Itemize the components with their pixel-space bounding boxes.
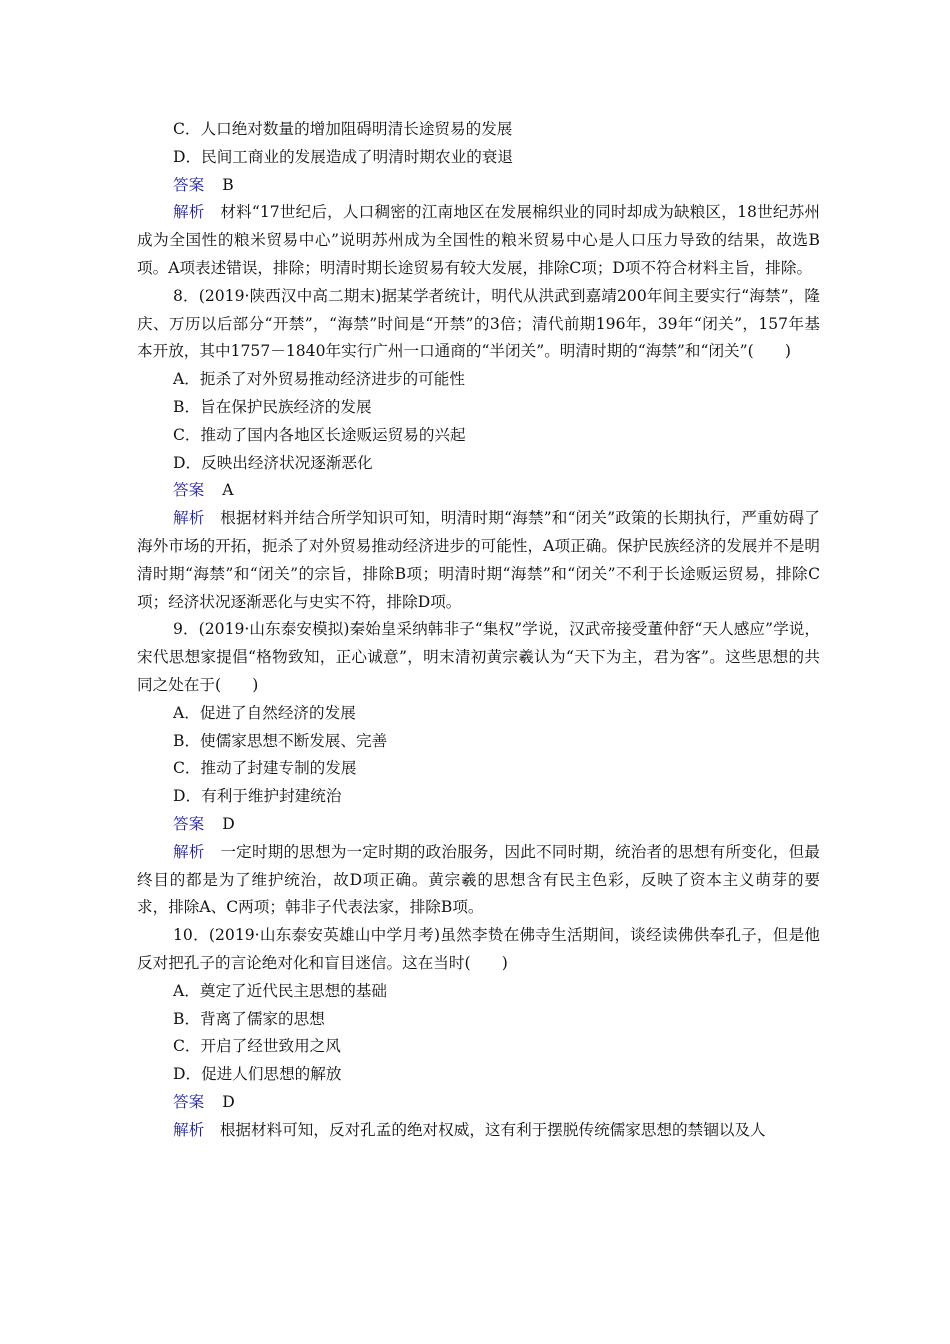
q7-analysis-text: 材料“17世纪后，人口稠密的江南地区在发展棉织业的同时却成为缺粮区，18世纪苏州成为全国性的粮米贸易中心”说明苏州成为全国性的粮米贸易中心是人口压力导致的结果，故选B项。A项表述错误，排除；明清时期长途贸易有较大发展，排除C项；D项不符合材料主旨，排除。 [137,203,820,277]
q10-answer-value: D [222,1092,235,1111]
q10-stem: 10．(2019·山东泰安英雄山中学月考)虽然李贽在佛寺生活期间，谈经读佛供奉孔子，但是他反对把孔子的言论绝对化和盲目迷信。这在当时( ) [137,926,820,972]
analysis-label: 解析 [173,1120,205,1139]
q8-answer [137,477,820,505]
q9-answer-value: D [222,814,235,833]
q10-analysis [137,1117,820,1145]
q8-option-b: B．旨在保护民族经济的发展 [173,397,372,416]
answer-label: 答案 [173,175,205,194]
q7-option-c: C．人口绝对数量的增加阻碍明清长途贸易的发展 [173,120,513,138]
q8-analysis [137,505,820,616]
answer-label: 答案 [173,481,205,500]
q7-analysis [137,199,820,282]
q9-analysis [137,839,820,922]
q10-option-b: B．背离了儒家的思想 [173,1009,325,1028]
q9-option-b: B．使儒家思想不断发展、完善 [173,731,388,750]
q10-option-c: C．开启了经世致用之风 [173,1037,341,1056]
q8-option-c: C．推动了国内各地区长途贩运贸易的兴起 [173,425,466,444]
document-page [137,116,820,1144]
q8-analysis-text: 根据材料并结合所学知识可知，明清时期“海禁”和“闭关”政策的长期执行，严重妨碍了海外市场的开拓，扼杀了对外贸易推动经济进步的可能性，A项正确。保护民族经济的发展并不是明清时期“海禁”和“闭关”的宗旨，排除B项；明清时期“海禁”和“闭关”不利于长途贩运贸易，排除C项；经济状况逐渐恶化与史实不符，排除D项。 [137,509,820,611]
q10-answer [137,1089,820,1117]
q8-stem: 8．(2019·陕西汉中高二期末)据某学者统计，明代从洪武到嘉靖200年间主要实行“海禁”，隆庆、万历以后部分“开禁”，“海禁”时间是“开禁”的3倍；清代前期196年，39年“闭关”，157年基本开放，其中1757－1840年实行广州一口通商的“半闭关”。明清时期的“海禁”和“闭关”( ) [137,286,820,361]
q9-answer [137,811,820,839]
q9-option-c: C．推动了封建专制的发展 [173,759,357,778]
q10-analysis-text: 根据材料可知，反对孔孟的绝对权威，这有利于摆脱传统儒家思想的禁锢以及人 [219,1120,766,1139]
q10-option-a: A．奠定了近代民主思想的基础 [173,981,387,1000]
q8-option-a: A．扼杀了对外贸易推动经济进步的可能性 [173,370,465,389]
analysis-label: 解析 [173,203,205,222]
q7-answer [137,172,820,200]
q7-answer-value: B [222,175,234,194]
analysis-label: 解析 [173,509,205,528]
q9-option-d: D．有利于维护封建统治 [173,787,342,806]
analysis-label: 解析 [173,842,205,861]
q10-option-d: D．促进人们思想的解放 [173,1065,342,1084]
q8-option-d: D．反映出经济状况逐渐恶化 [173,453,373,472]
q9-analysis-text: 一定时期的思想为一定时期的政治服务，因此不同时期，统治者的思想有所变化，但最终目的都是为了维护统治，故D项正确。黄宗羲的思想含有民主色彩，反映了资本主义萌芽的要求，排除A、C两项；韩非子代表法家，排除B项。 [137,842,820,917]
q9-option-a: A．促进了自然经济的发展 [173,703,356,722]
answer-label: 答案 [173,814,205,833]
q7-option-d: D．民间工商业的发展造成了明清时期农业的衰退 [173,147,513,166]
answer-label: 答案 [173,1092,205,1111]
q8-answer-value: A [222,481,234,500]
q9-stem: 9．(2019·山东泰安模拟)秦始皇采纳韩非子“集权”学说，汉武帝接受董仲舒“天人感应”学说，宋代思想家提倡“格物致知，正心诚意”，明末清初黄宗羲认为“天下为主，君为客”。这些思想的共同之处在于( ) [137,620,820,694]
